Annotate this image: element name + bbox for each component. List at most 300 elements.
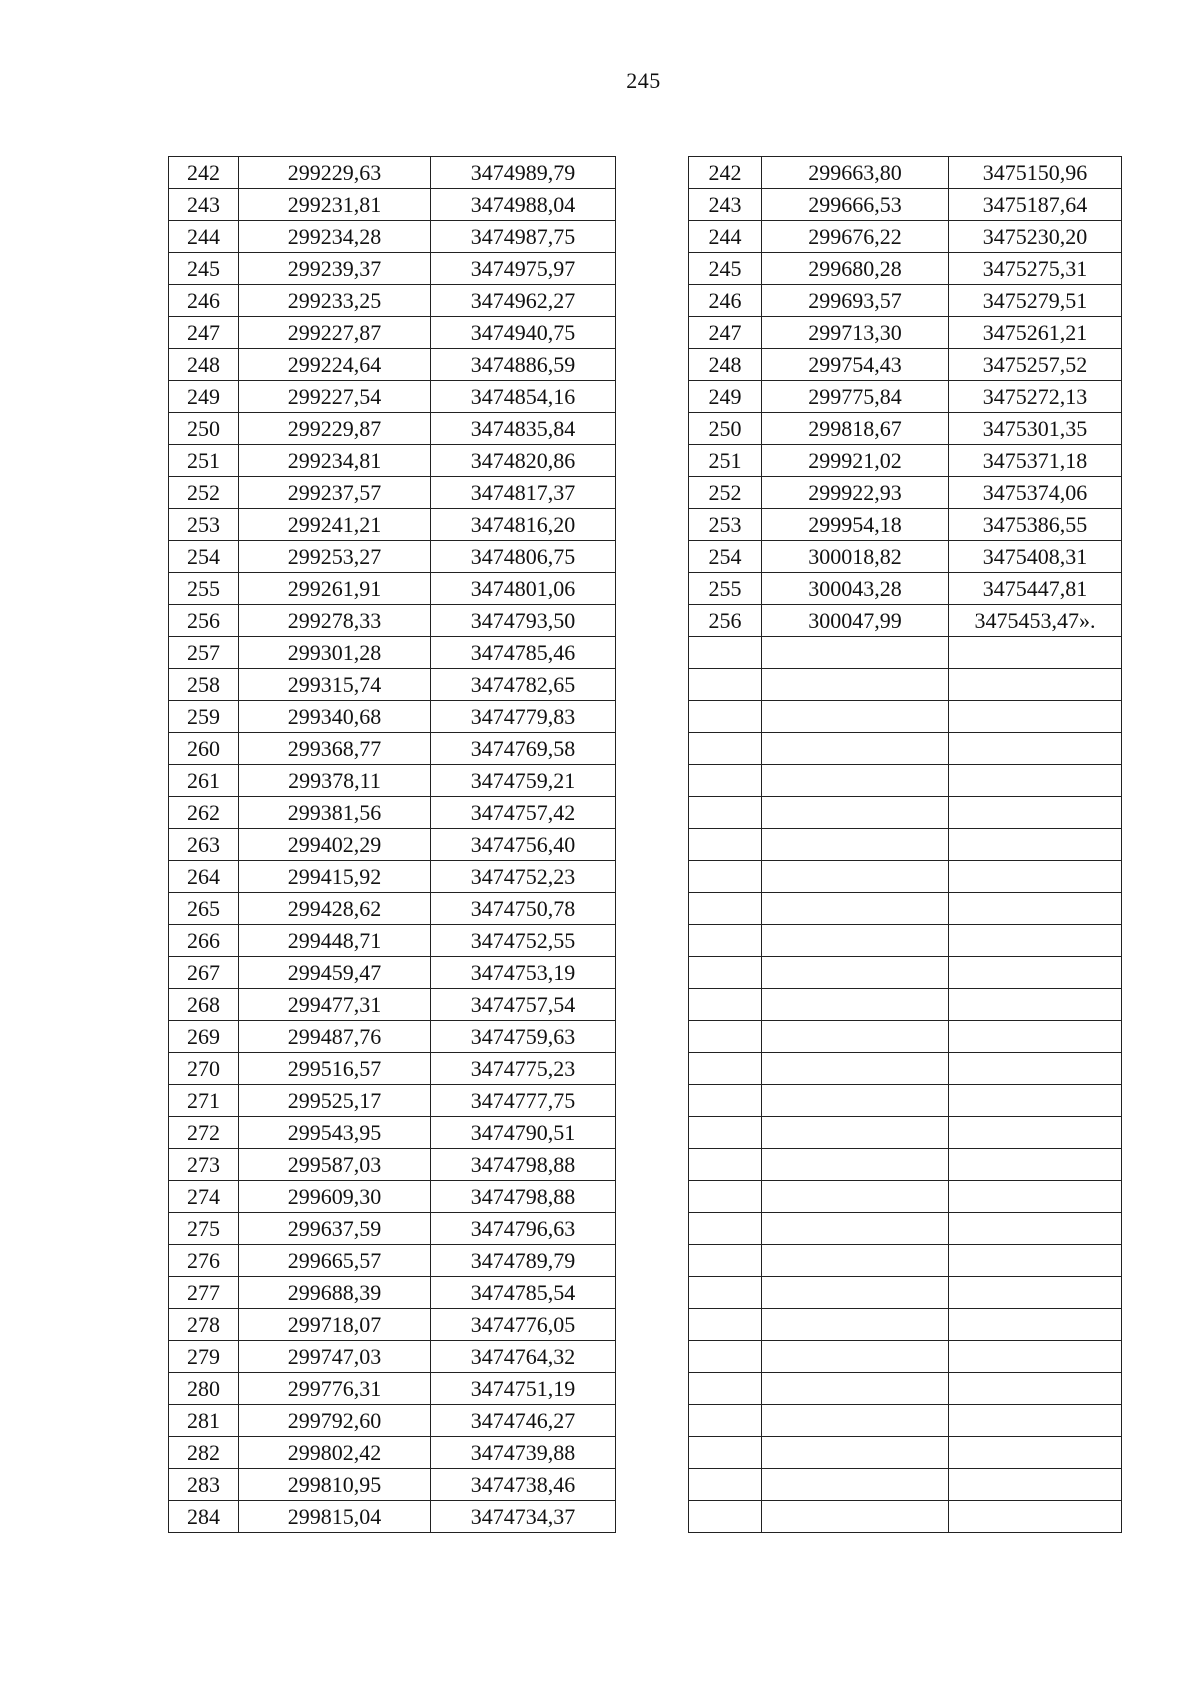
x-coordinate-cell [762,957,949,989]
point-number-cell: 256 [689,605,762,637]
y-coordinate-cell [949,893,1122,925]
table-row [169,1309,616,1341]
table-row [689,989,1122,1021]
x-coordinate-cell [762,797,949,829]
table-row [689,1405,1122,1437]
table-row [169,349,616,381]
x-coordinate-cell: 299278,33 [239,605,431,637]
x-coordinate-cell [762,893,949,925]
y-coordinate-cell: 3474835,84 [431,413,616,445]
table-row [689,1117,1122,1149]
y-coordinate-cell: 3475272,13 [949,381,1122,413]
table-row [689,221,1122,253]
point-number-cell [689,637,762,669]
table-row [169,829,616,861]
point-number-cell [689,893,762,925]
x-coordinate-cell: 300018,82 [762,541,949,573]
x-coordinate-cell [762,1245,949,1277]
point-number-cell: 257 [169,637,239,669]
y-coordinate-cell [949,1053,1122,1085]
point-number-cell: 265 [169,893,239,925]
table-row [169,189,616,221]
y-coordinate-cell: 3474734,37 [431,1501,616,1533]
x-coordinate-cell: 299234,28 [239,221,431,253]
x-coordinate-cell: 299487,76 [239,1021,431,1053]
x-coordinate-cell: 299368,77 [239,733,431,765]
table-row [169,445,616,477]
x-coordinate-cell [762,1085,949,1117]
y-coordinate-cell: 3475279,51 [949,285,1122,317]
x-coordinate-cell: 299543,95 [239,1117,431,1149]
table-row [689,925,1122,957]
point-number-cell [689,1373,762,1405]
x-coordinate-cell: 299587,03 [239,1149,431,1181]
table-row [169,765,616,797]
x-coordinate-cell [762,1021,949,1053]
point-number-cell [689,1117,762,1149]
x-coordinate-cell: 299776,31 [239,1373,431,1405]
y-coordinate-cell: 3474962,27 [431,285,616,317]
x-coordinate-cell: 299229,87 [239,413,431,445]
point-number-cell: 276 [169,1245,239,1277]
table-row [169,1277,616,1309]
point-number-cell [689,1085,762,1117]
table-row [169,701,616,733]
table-row [169,797,616,829]
table-row [689,637,1122,669]
y-coordinate-cell [949,957,1122,989]
x-coordinate-cell: 299792,60 [239,1405,431,1437]
table-row [169,413,616,445]
y-coordinate-cell: 3474782,65 [431,669,616,701]
y-coordinate-cell [949,1181,1122,1213]
table-row [169,605,616,637]
y-coordinate-cell: 3474816,20 [431,509,616,541]
table-row [169,733,616,765]
y-coordinate-cell: 3474789,79 [431,1245,616,1277]
point-number-cell: 247 [689,317,762,349]
y-coordinate-cell: 3475187,64 [949,189,1122,221]
point-number-cell [689,1341,762,1373]
x-coordinate-cell [762,925,949,957]
point-number-cell: 270 [169,1053,239,1085]
coordinates-table-left [168,156,616,1533]
point-number-cell: 271 [169,1085,239,1117]
x-coordinate-cell: 299775,84 [762,381,949,413]
table-row [689,189,1122,221]
point-number-cell [689,829,762,861]
x-coordinate-cell: 299810,95 [239,1469,431,1501]
table-row [689,477,1122,509]
point-number-cell: 267 [169,957,239,989]
point-number-cell: 266 [169,925,239,957]
table-row [169,221,616,253]
y-coordinate-cell: 3475453,47». [949,605,1122,637]
y-coordinate-cell: 3474750,78 [431,893,616,925]
table-row [689,701,1122,733]
table-row [169,1117,616,1149]
x-coordinate-cell: 299747,03 [239,1341,431,1373]
table-row [689,957,1122,989]
table-row [169,157,616,189]
point-number-cell [689,1437,762,1469]
y-coordinate-cell: 3474757,42 [431,797,616,829]
table-row [689,1437,1122,1469]
x-coordinate-cell [762,1053,949,1085]
point-number-cell: 282 [169,1437,239,1469]
y-coordinate-cell: 3475386,55 [949,509,1122,541]
point-number-cell: 244 [689,221,762,253]
y-coordinate-cell: 3474764,32 [431,1341,616,1373]
coordinates-table-right [688,156,1122,1533]
x-coordinate-cell: 299241,21 [239,509,431,541]
point-number-cell: 249 [689,381,762,413]
table-row [689,413,1122,445]
point-number-cell: 251 [169,445,239,477]
y-coordinate-cell: 3475447,81 [949,573,1122,605]
table-row [689,1245,1122,1277]
y-coordinate-cell: 3474785,46 [431,637,616,669]
page-number: 245 [626,68,661,93]
table-row [689,861,1122,893]
y-coordinate-cell [949,733,1122,765]
point-number-cell: 244 [169,221,239,253]
point-number-cell: 275 [169,1213,239,1245]
table-row [689,445,1122,477]
x-coordinate-cell [762,989,949,1021]
y-coordinate-cell: 3475371,18 [949,445,1122,477]
x-coordinate-cell: 299718,07 [239,1309,431,1341]
point-number-cell: 242 [689,157,762,189]
y-coordinate-cell: 3474987,75 [431,221,616,253]
point-number-cell: 258 [169,669,239,701]
point-number-cell: 253 [689,509,762,541]
x-coordinate-cell: 299227,54 [239,381,431,413]
y-coordinate-cell [949,1309,1122,1341]
y-coordinate-cell: 3474776,05 [431,1309,616,1341]
x-coordinate-cell: 299954,18 [762,509,949,541]
x-coordinate-cell [762,1181,949,1213]
x-coordinate-cell: 299315,74 [239,669,431,701]
x-coordinate-cell: 299378,11 [239,765,431,797]
point-number-cell: 254 [689,541,762,573]
y-coordinate-cell: 3475257,52 [949,349,1122,381]
table-row [689,1277,1122,1309]
table-row [169,253,616,285]
table-row [689,1053,1122,1085]
x-coordinate-cell: 299477,31 [239,989,431,1021]
x-coordinate-cell: 299402,29 [239,829,431,861]
table-row [689,1469,1122,1501]
y-coordinate-cell [949,1245,1122,1277]
x-coordinate-cell [762,637,949,669]
table-row [169,1149,616,1181]
y-coordinate-cell: 3474769,58 [431,733,616,765]
table-row [169,925,616,957]
y-coordinate-cell: 3475374,06 [949,477,1122,509]
table-row [689,1181,1122,1213]
table-row [689,381,1122,413]
x-coordinate-cell: 299525,17 [239,1085,431,1117]
x-coordinate-cell: 299229,63 [239,157,431,189]
point-number-cell: 245 [169,253,239,285]
y-coordinate-cell: 3474753,19 [431,957,616,989]
y-coordinate-cell: 3474790,51 [431,1117,616,1149]
x-coordinate-cell: 299237,57 [239,477,431,509]
table-row [169,1405,616,1437]
point-number-cell: 269 [169,1021,239,1053]
x-coordinate-cell [762,861,949,893]
point-number-cell [689,1309,762,1341]
table-row [689,765,1122,797]
y-coordinate-cell [949,1149,1122,1181]
x-coordinate-cell: 299680,28 [762,253,949,285]
point-number-cell: 248 [689,349,762,381]
x-coordinate-cell: 299239,37 [239,253,431,285]
point-number-cell: 261 [169,765,239,797]
table-row [169,861,616,893]
table-row [689,669,1122,701]
point-number-cell [689,861,762,893]
y-coordinate-cell: 3474746,27 [431,1405,616,1437]
table-row [169,509,616,541]
point-number-cell: 248 [169,349,239,381]
table-row [689,1501,1122,1533]
x-coordinate-cell: 300043,28 [762,573,949,605]
y-coordinate-cell: 3475275,31 [949,253,1122,285]
point-number-cell [689,1213,762,1245]
x-coordinate-cell: 299253,27 [239,541,431,573]
y-coordinate-cell: 3474757,54 [431,989,616,1021]
table-row [689,797,1122,829]
point-number-cell: 262 [169,797,239,829]
x-coordinate-cell: 299693,57 [762,285,949,317]
point-number-cell: 250 [169,413,239,445]
point-number-cell [689,1181,762,1213]
point-number-cell: 264 [169,861,239,893]
x-coordinate-cell: 299301,28 [239,637,431,669]
point-number-cell: 246 [169,285,239,317]
table-row [689,285,1122,317]
y-coordinate-cell: 3474777,75 [431,1085,616,1117]
x-coordinate-cell: 299340,68 [239,701,431,733]
x-coordinate-cell [762,701,949,733]
x-coordinate-cell: 299665,57 [239,1245,431,1277]
y-coordinate-cell: 3474854,16 [431,381,616,413]
point-number-cell [689,1501,762,1533]
point-number-cell [689,1277,762,1309]
y-coordinate-cell: 3474775,23 [431,1053,616,1085]
y-coordinate-cell: 3474940,75 [431,317,616,349]
y-coordinate-cell: 3474796,63 [431,1213,616,1245]
table-row [169,1213,616,1245]
y-coordinate-cell [949,861,1122,893]
table-row [689,1149,1122,1181]
table-row [169,381,616,413]
y-coordinate-cell: 3474752,23 [431,861,616,893]
table-row [169,957,616,989]
x-coordinate-cell [762,1117,949,1149]
point-number-cell [689,1021,762,1053]
point-number-cell: 256 [169,605,239,637]
table-row [689,1341,1122,1373]
table-row [169,893,616,925]
x-coordinate-cell: 299428,62 [239,893,431,925]
point-number-cell: 284 [169,1501,239,1533]
y-coordinate-cell: 3474752,55 [431,925,616,957]
x-coordinate-cell: 299688,39 [239,1277,431,1309]
table-row [169,317,616,349]
table-row [169,541,616,573]
y-coordinate-cell: 3475261,21 [949,317,1122,349]
y-coordinate-cell: 3474785,54 [431,1277,616,1309]
point-number-cell: 249 [169,381,239,413]
x-coordinate-cell: 299921,02 [762,445,949,477]
y-coordinate-cell: 3474989,79 [431,157,616,189]
point-number-cell: 252 [169,477,239,509]
table-row [689,1309,1122,1341]
point-number-cell: 281 [169,1405,239,1437]
point-number-cell [689,1149,762,1181]
y-coordinate-cell: 3474738,46 [431,1469,616,1501]
x-coordinate-cell [762,1149,949,1181]
x-coordinate-cell [762,1501,949,1533]
point-number-cell: 251 [689,445,762,477]
y-coordinate-cell [949,1501,1122,1533]
table-row [689,157,1122,189]
y-coordinate-cell [949,1437,1122,1469]
point-number-cell: 263 [169,829,239,861]
point-number-cell: 250 [689,413,762,445]
table-row [689,317,1122,349]
table-row [689,1373,1122,1405]
table-row [689,893,1122,925]
x-coordinate-cell [762,829,949,861]
table-row [169,1501,616,1533]
point-number-cell [689,1245,762,1277]
y-coordinate-cell [949,1341,1122,1373]
point-number-cell: 245 [689,253,762,285]
x-coordinate-cell [762,1213,949,1245]
y-coordinate-cell: 3475150,96 [949,157,1122,189]
x-coordinate-cell: 299802,42 [239,1437,431,1469]
coordinates-table-right-body [689,157,1122,1533]
x-coordinate-cell: 300047,99 [762,605,949,637]
y-coordinate-cell [949,765,1122,797]
y-coordinate-cell: 3474798,88 [431,1181,616,1213]
y-coordinate-cell: 3474759,21 [431,765,616,797]
y-coordinate-cell [949,669,1122,701]
point-number-cell: 252 [689,477,762,509]
point-number-cell: 255 [689,573,762,605]
table-row [169,1373,616,1405]
y-coordinate-cell: 3474988,04 [431,189,616,221]
point-number-cell: 259 [169,701,239,733]
point-number-cell: 277 [169,1277,239,1309]
y-coordinate-cell [949,989,1122,1021]
x-coordinate-cell: 299818,67 [762,413,949,445]
x-coordinate-cell [762,765,949,797]
y-coordinate-cell: 3474756,40 [431,829,616,861]
y-coordinate-cell [949,637,1122,669]
x-coordinate-cell: 299234,81 [239,445,431,477]
y-coordinate-cell [949,829,1122,861]
x-coordinate-cell: 299415,92 [239,861,431,893]
point-number-cell: 279 [169,1341,239,1373]
table-row [169,285,616,317]
table-row [689,253,1122,285]
table-row [169,637,616,669]
point-number-cell: 242 [169,157,239,189]
y-coordinate-cell [949,797,1122,829]
y-coordinate-cell: 3474975,97 [431,253,616,285]
y-coordinate-cell [949,1117,1122,1149]
y-coordinate-cell: 3474886,59 [431,349,616,381]
table-row [689,1021,1122,1053]
point-number-cell: 272 [169,1117,239,1149]
x-coordinate-cell: 299754,43 [762,349,949,381]
y-coordinate-cell: 3474779,83 [431,701,616,733]
table-row [169,1469,616,1501]
point-number-cell [689,765,762,797]
x-coordinate-cell [762,1373,949,1405]
x-coordinate-cell: 299922,93 [762,477,949,509]
table-row [689,1085,1122,1117]
y-coordinate-cell: 3474739,88 [431,1437,616,1469]
x-coordinate-cell: 299516,57 [239,1053,431,1085]
y-coordinate-cell: 3474751,19 [431,1373,616,1405]
point-number-cell: 260 [169,733,239,765]
y-coordinate-cell [949,1085,1122,1117]
point-number-cell: 274 [169,1181,239,1213]
x-coordinate-cell: 299676,22 [762,221,949,253]
y-coordinate-cell [949,1469,1122,1501]
x-coordinate-cell: 299448,71 [239,925,431,957]
table-row [169,477,616,509]
table-row [169,1181,616,1213]
y-coordinate-cell: 3475408,31 [949,541,1122,573]
table-row [689,733,1122,765]
point-number-cell: 243 [169,189,239,221]
table-row [169,669,616,701]
point-number-cell [689,669,762,701]
point-number-cell: 243 [689,189,762,221]
x-coordinate-cell: 299459,47 [239,957,431,989]
point-number-cell: 253 [169,509,239,541]
point-number-cell: 273 [169,1149,239,1181]
y-coordinate-cell [949,1021,1122,1053]
point-number-cell: 246 [689,285,762,317]
x-coordinate-cell [762,1469,949,1501]
table-row [169,1437,616,1469]
table-row [689,605,1122,637]
table-row [169,1085,616,1117]
y-coordinate-cell: 3474793,50 [431,605,616,637]
table-row [689,573,1122,605]
x-coordinate-cell [762,669,949,701]
y-coordinate-cell [949,1277,1122,1309]
x-coordinate-cell: 299231,81 [239,189,431,221]
y-coordinate-cell [949,925,1122,957]
point-number-cell: 247 [169,317,239,349]
table-row [689,541,1122,573]
table-row [169,1245,616,1277]
table-row [169,1341,616,1373]
table-row [689,1213,1122,1245]
x-coordinate-cell [762,1341,949,1373]
x-coordinate-cell [762,733,949,765]
point-number-cell: 268 [169,989,239,1021]
